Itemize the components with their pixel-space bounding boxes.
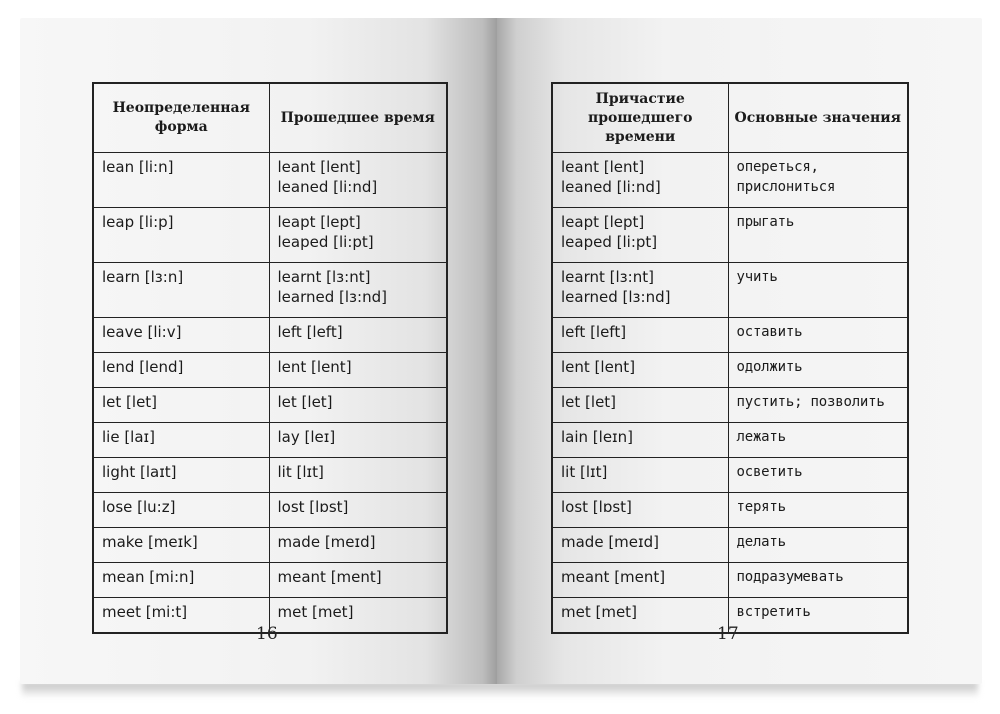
cell-line: подразумевать [736,569,844,585]
cell-col1 [93,493,269,528]
cell-line: met [met] [277,603,354,621]
cell-col2 [269,528,447,563]
cell-col2 [728,208,908,263]
page-number: 17 [717,624,739,644]
cell-col2 [269,563,447,598]
table-row [93,388,447,423]
cell-line: learnt [lɜ:nt] [561,268,654,286]
header-meanings: Основные значения [728,83,908,153]
cell-line: lost [lɒst] [277,498,349,516]
cell-col2 [728,353,908,388]
table-row [93,423,447,458]
cell-line: leapt [lept] [561,213,645,231]
cell-line: leaped [li:pt] [277,233,374,251]
cell-col1 [93,528,269,563]
cell-col1 [552,208,728,263]
cell-line: встретить [736,604,811,620]
header-past-participle: Причастие прошедшего времени [552,83,728,153]
header-infinitive: Неопределенная форма [93,83,269,153]
header-past-simple: Прошедшее время [269,83,447,153]
cell-col2 [269,388,447,423]
table-row [552,388,908,423]
table-row [93,528,447,563]
cell-col2 [269,208,447,263]
cell-line: light [laɪt] [102,463,177,481]
page-number: 16 [256,624,278,644]
table-row [552,263,908,318]
cell-col1 [93,423,269,458]
cell-col1 [552,353,728,388]
table-row [552,153,908,208]
cell-col2 [269,458,447,493]
cell-line: let [let] [561,393,617,411]
table-row [552,493,908,528]
cell-col1 [552,423,728,458]
cell-col1 [552,263,728,318]
cell-col1 [93,318,269,353]
cell-col1 [93,263,269,318]
cell-col1 [552,493,728,528]
right-vocab-table [551,82,909,634]
cell-line: lent [lent] [277,358,352,376]
table-row [93,153,447,208]
cell-line: mean [mi:n] [102,568,195,586]
cell-col1 [552,153,728,208]
cell-line: let [let] [102,393,158,411]
cell-line: одолжить [736,359,803,375]
cell-line: leaned [li:nd] [561,178,661,196]
cell-line: leave [li:v] [102,323,182,341]
table-row [93,318,447,353]
cell-col2 [728,458,908,493]
cell-col2 [728,528,908,563]
cell-col2 [728,388,908,423]
cell-col2 [728,263,908,318]
cell-line: leant [lent] [277,158,361,176]
left-page [20,18,497,684]
cell-line: met [met] [561,603,637,621]
cell-line: meant [ment] [561,568,666,586]
cell-col1 [552,458,728,493]
cell-line: left [left] [277,323,343,341]
cell-col2 [728,423,908,458]
cell-col1 [93,153,269,208]
cell-col2 [728,563,908,598]
cell-col1 [552,318,728,353]
cell-col1 [93,598,269,634]
table-row [552,353,908,388]
right-page [497,18,982,684]
cell-line: made [meɪd] [277,533,376,551]
cell-line: учить [736,269,778,285]
cell-line: leaped [li:pt] [561,233,658,251]
cell-col2 [728,493,908,528]
cell-line: let [let] [277,393,333,411]
cell-col2 [269,353,447,388]
table-row [552,528,908,563]
cell-line: lend [lend] [102,358,184,376]
cell-line: осветить [736,464,803,480]
cell-col2 [728,153,908,208]
cell-line: lent [lent] [561,358,636,376]
table-row [93,563,447,598]
cell-line: lost [lɒst] [561,498,632,516]
table-row [552,318,908,353]
left-vocab-table [92,82,448,634]
table-row [93,263,447,318]
table-row [552,423,908,458]
table-row [93,493,447,528]
cell-line: лежать [736,429,786,445]
cell-col2 [269,318,447,353]
cell-line: meant [ment] [277,568,382,586]
right-table-body [552,153,908,634]
cell-col1 [552,563,728,598]
cell-col1 [552,528,728,563]
cell-line: lit [lɪt] [561,463,608,481]
cell-line: оставить [736,324,803,340]
cell-line: пустить; позволить [736,394,885,410]
book-shadow [22,682,978,698]
cell-line: lain [leɪn] [561,428,633,446]
cell-line: lean [li:n] [102,158,174,176]
cell-line: leant [lent] [561,158,645,176]
cell-line: leaned [li:nd] [277,178,378,196]
cell-line: leapt [lept] [277,213,361,231]
cell-line: lit [lɪt] [277,463,324,481]
cell-line: make [meɪk] [102,533,198,551]
cell-line: made [meɪd] [561,533,659,551]
table-row [552,458,908,493]
left-table-body [93,153,447,634]
cell-line: leap [li:p] [102,213,174,231]
cell-line: learned [lɜ:nd] [561,288,671,306]
cell-line: meet [mi:t] [102,603,188,621]
cell-col2 [728,598,908,634]
cell-line: терять [736,499,786,515]
table-row [93,353,447,388]
cell-line: прыгать [736,214,795,230]
table-row [93,458,447,493]
cell-col1 [93,208,269,263]
cell-line: learn [lɜ:n] [102,268,184,286]
cell-col1 [93,353,269,388]
table-row [552,563,908,598]
cell-line: делать [736,534,786,550]
cell-col2 [269,598,447,634]
cell-col1 [93,458,269,493]
cell-col1 [93,563,269,598]
cell-col2 [728,318,908,353]
cell-line: learned [lɜ:nd] [277,288,387,306]
table-row [552,208,908,263]
cell-col2 [269,493,447,528]
cell-line: опереться, [736,159,819,175]
table-header-row [552,83,908,153]
cell-col1 [93,388,269,423]
table-header-row [93,83,447,153]
cell-col1 [552,388,728,423]
cell-line: left [left] [561,323,627,341]
cell-line: lose [lu:z] [102,498,176,516]
cell-col2 [269,423,447,458]
cell-line: lie [laɪ] [102,428,155,446]
cell-col1 [552,598,728,634]
cell-col2 [269,263,447,318]
cell-line: learnt [lɜ:nt] [277,268,371,286]
cell-line: прислониться [736,179,836,195]
cell-line: lay [leɪ] [277,428,336,446]
table-row [93,208,447,263]
cell-col2 [269,153,447,208]
